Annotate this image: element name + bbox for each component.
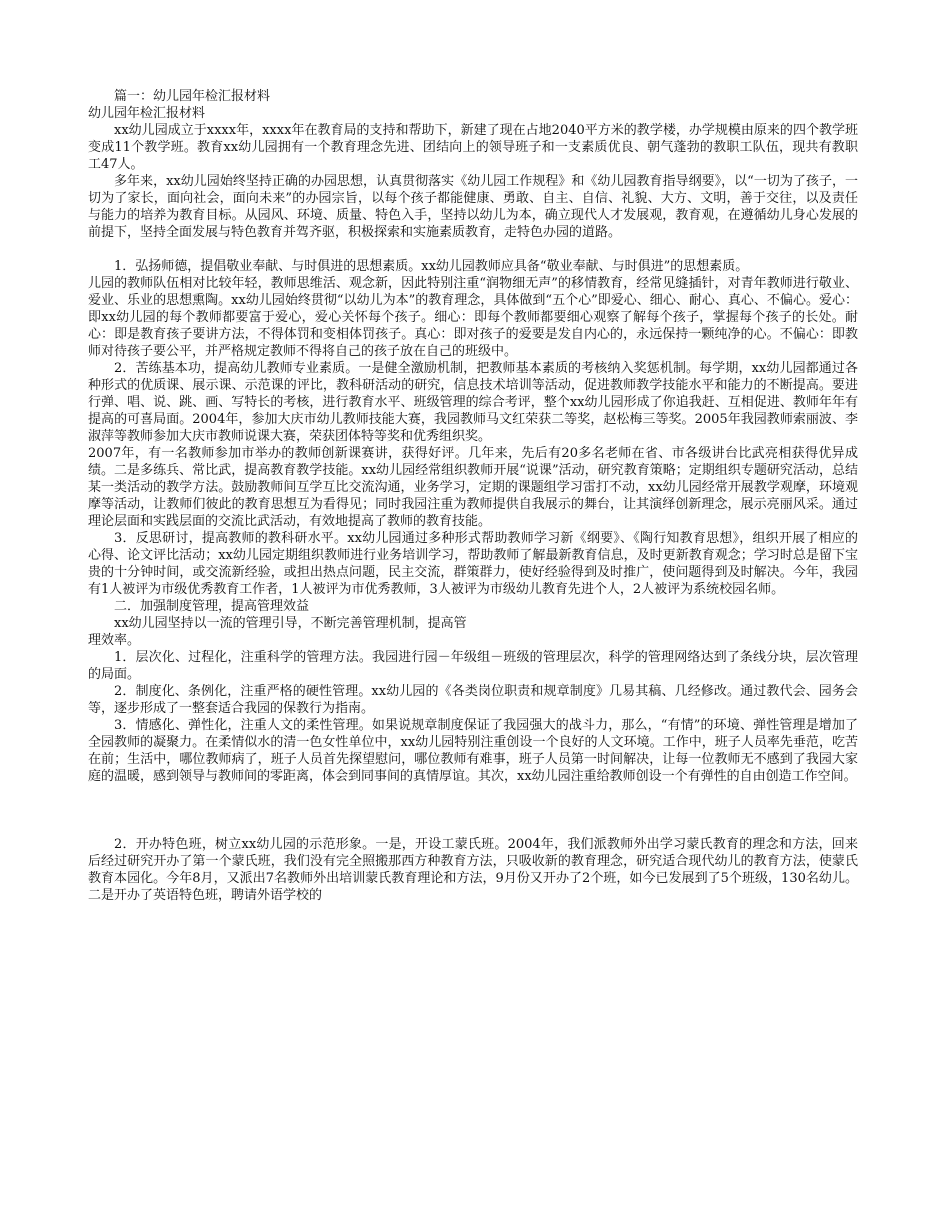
paragraph-management-intro: xx幼儿园坚持以一流的管理引导，不断完善管理机制，提高管: [114, 616, 467, 631]
paragraph-humanistic: 3．情感化、弹性化，注重人文的柔性管理。如果说规章制度保证了我园强大的战斗力，那么，“有情”的环境、弹性管理是增加了全园教师的凝聚力。在柔情似水的清一色女性单位中，xx幼儿园特别注重创设一个良好的人文环境。工作中，班子人员率先垂范，吃苦在前；生活中，哪位教师病了，班子人员首先探望慰问，哪位教师有难事，班子人员第一时间解决，让每一位教师无不感到了我园大家庭的温暖，感到领导与教师间的零距离，体会到同事间的真情厚谊。其次，xx幼儿园注重给教师创设一个有弹性的自由创造工作空间。: [88, 718, 858, 784]
paragraph-regulation: 2．制度化、条例化，注重严格的硬性管理。xx幼儿园的《各类岗位职责和规章制度》几易其稿、几经修改。通过教代会、园务会等，逐步形成了一整套适合我园的保教行为指南。: [88, 684, 858, 716]
section-heading-management: 二．加强制度管理，提高管理效益: [114, 599, 310, 614]
paragraph-philosophy: 多年来，xx幼儿园始终坚持正确的办园思想，认真贯彻落实《幼儿园工作规程》和《幼儿园教育指导纲要》，以“一切为了孩子，一切为了家长，面向社会，面向未来”的办园宗旨，以每个孩子都能健康、勇敢、自主、自信、礼貌、大方、文明，善于交往，以及责任与能力的培养为教育目标。从园风、环境、质量、特色入手，坚持以幼儿为本，确立现代人才发展观，教育观，在遵循幼儿身心发展的前提下，坚持全面发展与特色教育并驾齐驱，积极探索和实施素质教育，走特色办园的道路。: [88, 174, 858, 240]
paragraph-ethics: 1．弘扬师德，提倡敬业奉献、与时俱进的思想素质。xx幼儿园教师应具备“敬业奉献、与时俱进”的思想素质。: [114, 259, 749, 274]
paragraph-intro: xx幼儿园成立于xxxx年，xxxx年在教育局的支持和帮助下，新建了现在占地2040平方米的教学楼，办学规模由原来的四个教学班变成11个教学班。教育xx幼儿园拥有一个教育理念先进、团结向上的领导班子和一支素质优良、朝气蓬勃的教职工队伍，现共有教职工47人。: [88, 123, 858, 172]
paragraph-competitions: 2007年，有一名教师参加市举办的教师创新课赛讲，获得好评。几年来，先后有20多名老师在省、市各级讲台比武亮相获得优异成绩。二是多练兵、常比武，提高教育教学技能。xx幼儿园经常组织教师开展“说课”活动，研究教育策略；定期组织专题研究活动，总结某一类活动的教学方法。鼓励教师间互学互比交流沟通，业务学习，定期的课题组学习雷打不动，xx幼儿园经常开展教学观摩，环境观摩等活动，让教师们彼此的教育思想互为看得见；同时我园注重为教师提供自我展示的舞台，让其演绎创新理念，展示亮丽风采。通过理论层面和实践层面的交流比武活动，有效地提高了教师的教育技能。: [88, 446, 858, 529]
blank-line: [88, 241, 858, 258]
document-heading: 篇一：幼儿园年检汇报材料: [114, 89, 271, 104]
document-page: [88, 88, 858, 904]
paragraph-research: 3．反思研讨，提高教师的教科研水平。xx幼儿园通过多种形式帮助教师学习新《纲要》、《陶行知教育思想》，组织开展了相应的心得、论文评比活动；xx幼儿园定期组织教师进行业务培训学习，帮助教师了解最新教育信息，及时更新教育观念；学习时总是留下宝贵的十分钟时间，或交流新经验，或担出热点问题，民主交流，群策群力，使好经验得到及时推广，使问题得到及时解决。今年，我园有1人被评为市级优秀教育工作者，1人被评为市优秀教师，3人被评为市级幼儿教育先进个人，2人被评为系统校园名师。: [88, 531, 858, 597]
document-title: 幼儿园年检汇报材料: [88, 106, 206, 121]
blank-lines: [88, 785, 858, 836]
paragraph-basic-skills: 2．苦练基本功，提高幼儿教师专业素质。一是健全激励机制，把教师基本素质的考核纳入奖惩机制。每学期，xx幼儿园都通过各种形式的优质课、展示课、示范课的评比，教科研活动的研究，信息技术培训等活动，促进教师教学技能水平和能力的不断提高。要进行弹、唱、说、跳、画、写特长的考核，进行教育水平、班级管理的综合考评，整个xx幼儿园形成了你追我赶、互相促进、教师年年有提高的可喜局面。2004年，参加大庆市幼儿教师技能大赛，我园教师马文红荣获二等奖，赵松梅三等奖。2005年我园教师索丽波、李淑萍等教师参加大庆市教师说课大赛，荣获团体特等奖和优秀组织奖。: [88, 361, 858, 444]
paragraph-five-hearts: 儿园的教师队伍相对比较年轻，教师思维活、观念新，因此特别注重“润物细无声”的移情教育，经常见缝插针，对青年教师进行敬业、爱业、乐业的思想熏陶。xx幼儿园始终贯彻“以幼儿为本”的教育理念，具体做到“五个心”即爱心、细心、耐心、真心、不偏心。爱心：即xx幼儿园的每个教师都要富于爱心，爱心关怀每个孩子。细心：即每个教师都要细心观察了解每个孩子，掌握每个孩子的长处。耐心：即是教育孩子要讲方法，不得体罚和变相体罚孩子。真心：即对孩子的爱要是发自内心的，永远保持一颗纯净的心。不偏心：即教师对待孩子要公平，并严格规定教师不得将自己的孩子放在自己的班级中。: [88, 276, 858, 359]
paragraph-hierarchy: 1．层次化、过程化，注重科学的管理方法。我园进行园－年级组－班级的管理层次，科学的管理网络达到了条线分块，层次管理的局面。: [88, 650, 858, 682]
paragraph-special-classes: 2．开办特色班，树立xx幼儿园的示范形象。一是，开设工蒙氏班。2004年，我们派教师外出学习蒙氏教育的理念和方法，回来后经过研究开办了第一个蒙氏班，我们没有完全照搬那西方种教育方法，只吸收新的教育理念，研究适合现代幼儿的教育方法，使蒙氏教育本园化。今年8月，又派出7名教师外出培训蒙氏教育理论和方法，9月份又开办了2个班，如今已发展到了5个班级，130名幼儿。二是开办了英语特色班，聘请外语学校的: [88, 837, 858, 903]
paragraph-management-intro-cont: 理效率。: [88, 633, 141, 648]
